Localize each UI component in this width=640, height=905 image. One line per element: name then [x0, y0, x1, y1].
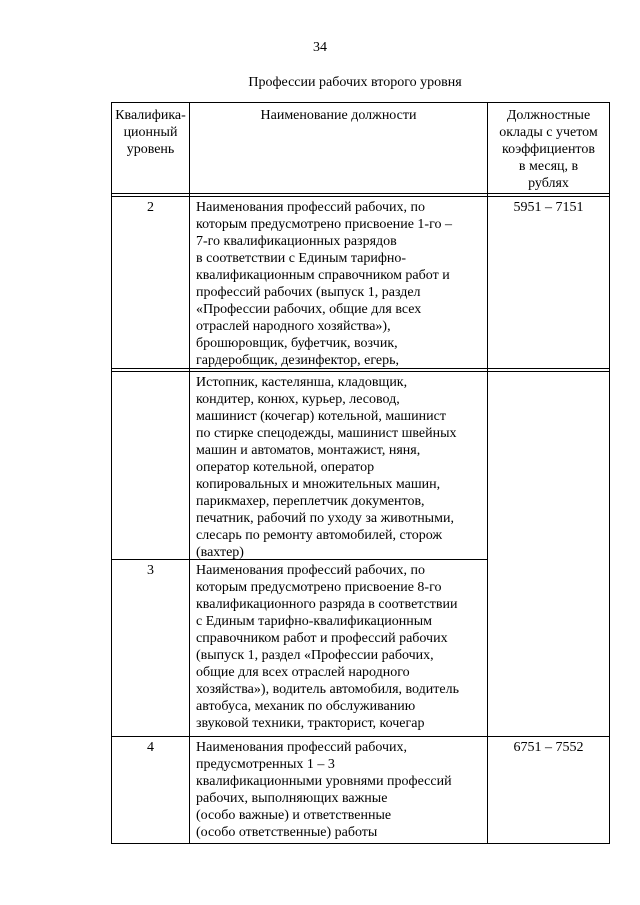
text-line: слесарь по ремонту автомобилей, сторож [196, 528, 443, 543]
text-line: Истопник, кастелянша, кладовщик, [196, 375, 408, 390]
table-right-border [609, 102, 610, 844]
text-line: парикмахер, переплетчик документов, [196, 494, 425, 509]
header-qualification-level [112, 107, 189, 158]
text-line: «Профессии рабочих, общие для всех [196, 302, 422, 317]
header-salary-line: рублях [528, 176, 569, 191]
header-salary [488, 107, 609, 192]
text-line: (выпуск 1, раздел «Профессии рабочих, [196, 648, 434, 663]
text-line: профессий рабочих (выпуск 1, раздел [196, 285, 421, 300]
text-line: которым предусмотрено присвоение 8-го [196, 580, 442, 595]
text-line: звуковой техники, тракторист, кочегар [196, 716, 425, 731]
table-top-border [111, 102, 610, 103]
header-salary-line: оклады с учетом [499, 125, 598, 140]
text-line: (особо важные) и ответственные [196, 808, 392, 823]
text-line: Наименования профессий рабочих, по [196, 563, 425, 578]
header-bottom-border-2 [111, 196, 610, 197]
row-salary-2: 5951 – 7151 [513, 200, 584, 215]
row-positions-2-part1 [196, 199, 486, 369]
text-line: гардеробщик, дезинфектор, егерь, [196, 353, 400, 368]
text-line: справочником работ и профессий рабочих [196, 631, 448, 646]
text-line: которым предусмотрено присвоение 1-го – [196, 217, 452, 232]
table-bottom-border [111, 843, 610, 844]
text-line: квалификационного разряда в соответствии [196, 597, 458, 612]
header-level-line: Квалифика- [115, 108, 186, 123]
header-position-name [190, 107, 487, 124]
header-position-text: Наименование должности [260, 108, 417, 123]
row-level-2: 2 [147, 200, 154, 215]
text-line: с Единым тарифно-квалификационным [196, 614, 433, 629]
text-line: (вахтер) [196, 545, 244, 560]
row-positions-3 [196, 562, 486, 732]
row-salary-4: 6751 – 7552 [513, 740, 584, 755]
header-salary-line: коэффициентов [502, 142, 595, 157]
row-positions-4 [196, 739, 486, 841]
row-level-3: 3 [147, 563, 154, 578]
text-line: брошюровщик, буфетчик, возчик, [196, 336, 398, 351]
text-line: Наименования профессий рабочих, по [196, 200, 425, 215]
page-number: 34 [313, 40, 327, 55]
row-positions-2-part2 [196, 374, 486, 561]
column-divider-1 [189, 102, 190, 844]
header-salary-line: Должностные [506, 108, 591, 123]
text-line: автобуса, механик по обслуживанию [196, 699, 416, 714]
text-line: Наименования профессий рабочих, [196, 740, 407, 755]
page-title: Профессии рабочих второго уровня [248, 75, 462, 90]
text-line: по стирке спецодежды, машинист швейных [196, 426, 457, 441]
text-line: квалификационным справочником работ и [196, 268, 450, 283]
row-level-4: 4 [147, 740, 154, 755]
header-bottom-border [111, 193, 610, 194]
text-line: общие для всех отраслей народного [196, 665, 410, 680]
text-line: рабочих, выполняющих важные [196, 791, 388, 806]
text-line: хозяйства»), водитель автомобиля, водитель [196, 682, 459, 697]
header-salary-line: в месяц, в [518, 159, 579, 174]
text-line: кондитер, конюх, курьер, лесовод, [196, 392, 400, 407]
text-line: в соответствии с Единым тарифно- [196, 251, 407, 266]
text-line: предусмотренных 1 – 3 [196, 757, 335, 772]
text-line: печатник, рабочий по уходу за животными, [196, 511, 454, 526]
header-level-line: уровень [126, 142, 175, 157]
text-line: оператор котельной, оператор [196, 460, 375, 475]
text-line: машин и автоматов, монтажист, няня, [196, 443, 421, 458]
header-level-line: ционный [123, 125, 178, 140]
page-break-border-bottom [111, 371, 610, 372]
text-line: машинист (кочегар) котельной, машинист [196, 409, 446, 424]
text-line: 7-го квалификационных разрядов [196, 234, 397, 249]
text-line: квалификационными уровнями профессий [196, 774, 452, 789]
text-line: отраслей народного хозяйства»), [196, 319, 391, 334]
text-line: (особо ответственные) работы [196, 825, 378, 840]
row-3-4-border [111, 736, 610, 737]
text-line: копировальных и множительных машин, [196, 477, 441, 492]
